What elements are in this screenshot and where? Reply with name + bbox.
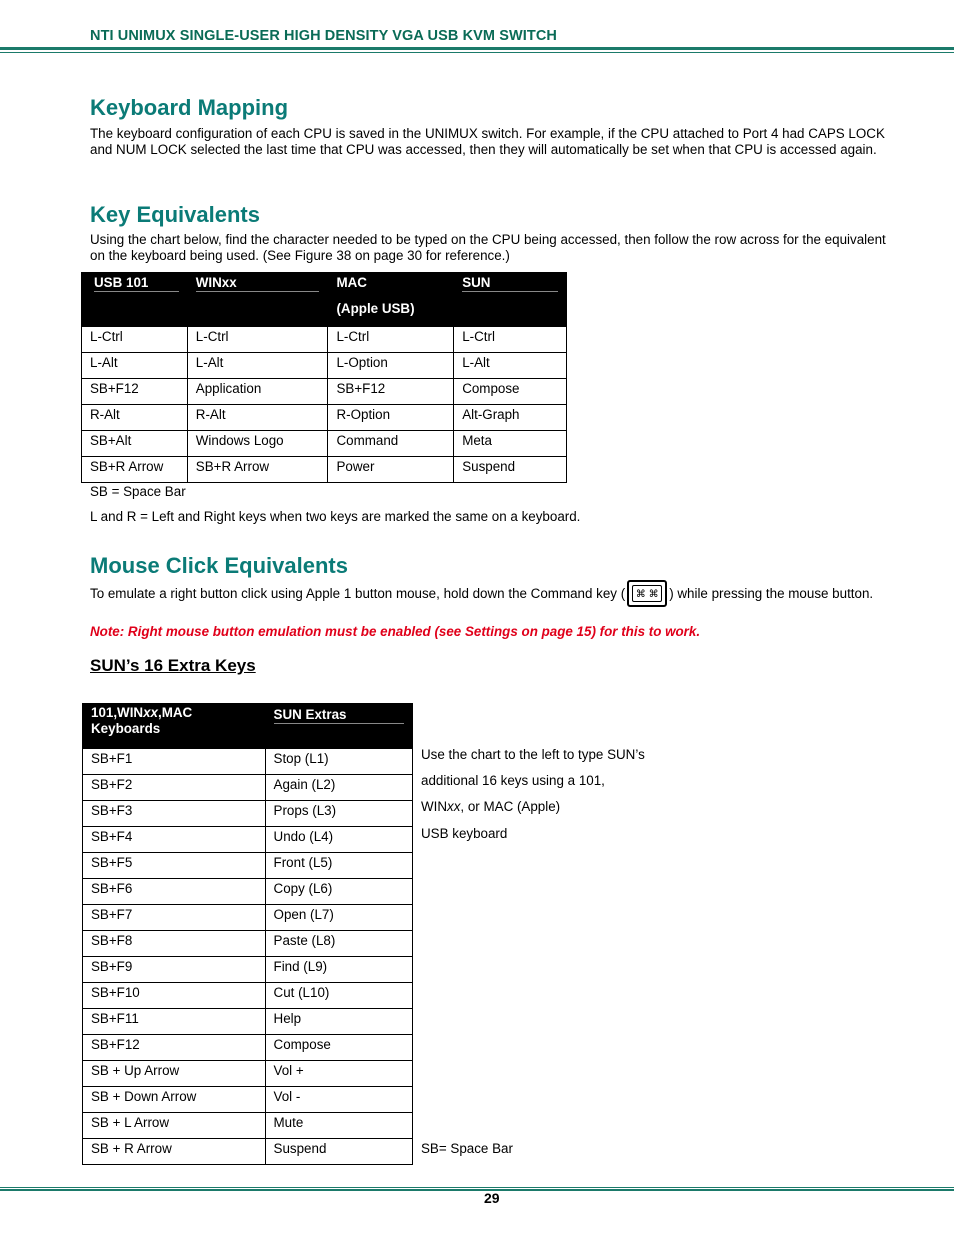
- table-cell: Compose: [454, 379, 567, 405]
- column-header-winxx: WINxx: [187, 273, 328, 327]
- sun-side-line-3: WINxx, or MAC (Apple): [421, 799, 561, 814]
- sun-side-line-2: additional 16 keys using a 101,: [421, 773, 605, 788]
- table-cell: SB+F11: [83, 1009, 266, 1035]
- sun-keys-table: [82, 703, 413, 1165]
- table-cell: SB + Up Arrow: [83, 1061, 266, 1087]
- table-row: [83, 827, 413, 853]
- table-cell: Cut (L10): [265, 983, 412, 1009]
- key-equivalents-heading: Key Equivalents: [90, 202, 260, 227]
- table-cell: L-Ctrl: [454, 327, 567, 353]
- table-cell: Copy (L6): [265, 879, 412, 905]
- table-cell: SB+Alt: [82, 431, 188, 457]
- mouse-click-text: To emulate a right button click using Apple 1 button mouse, hold down the Command key ( ⌘ ⌘ ) while pressing the mouse button.: [90, 581, 890, 608]
- table-cell: Vol +: [265, 1061, 412, 1087]
- table-cell: SB+F5: [83, 853, 266, 879]
- table-cell: Again (L2): [265, 775, 412, 801]
- header-rule: [0, 47, 954, 50]
- table-row: [83, 983, 413, 1009]
- table-row: [82, 379, 567, 405]
- table-cell: SB+F4: [83, 827, 266, 853]
- mouse-click-heading: Mouse Click Equivalents: [90, 553, 348, 578]
- table-row: [83, 853, 413, 879]
- table-cell: SB+F12: [328, 379, 454, 405]
- table-cell: L-Alt: [454, 353, 567, 379]
- table-cell: Stop (L1): [265, 749, 412, 775]
- table-cell: Command: [328, 431, 454, 457]
- table-cell: Front (L5): [265, 853, 412, 879]
- table-cell: SB+F3: [83, 801, 266, 827]
- table-cell: SB+F2: [83, 775, 266, 801]
- table-cell: Find (L9): [265, 957, 412, 983]
- table-cell: SB + Down Arrow: [83, 1087, 266, 1113]
- command-key-icon: ⌘ ⌘: [627, 580, 667, 607]
- footer-rule: [0, 1189, 954, 1191]
- sun-side-space-bar: SB= Space Bar: [421, 1141, 513, 1156]
- table-cell: Undo (L4): [265, 827, 412, 853]
- table-cell: Meta: [454, 431, 567, 457]
- table-row: [82, 431, 567, 457]
- table-row: [83, 931, 413, 957]
- table-cell: R-Option: [328, 405, 454, 431]
- table-row: [83, 957, 413, 983]
- table-cell: SB+F8: [83, 931, 266, 957]
- key-equivalents-text: Using the chart below, find the character needed to be typed on the CPU being accessed, then follow the row across for the equivalent on the keyboard being used. (See Figure 38 on page 30 for reference.): [90, 232, 886, 263]
- sun-side-line-1: Use the chart to the left to type SUN’s: [421, 747, 645, 762]
- table-row: [83, 749, 413, 775]
- sun-table-header-row: [83, 704, 413, 749]
- table-row: [83, 1061, 413, 1087]
- table-cell: Power: [328, 457, 454, 483]
- sun-keys-heading: SUN’s 16 Extra Keys: [90, 656, 256, 675]
- table-cell: SB+F6: [83, 879, 266, 905]
- table-row: [83, 1087, 413, 1113]
- table-cell: SB+F10: [83, 983, 266, 1009]
- keyboard-mapping-heading: Keyboard Mapping: [90, 95, 289, 120]
- keyboard-mapping-text: The keyboard configuration of each CPU is saved in the UNIMUX switch. For example, if the CPU attached to Port 4 had CAPS LOCK and NUM LOCK selected the last time that CPU was accessed, then they will automatically be set when that CPU is accessed again.: [90, 126, 885, 157]
- table-cell: L-Alt: [187, 353, 328, 379]
- table-row: [82, 405, 567, 431]
- page-number: 29: [484, 1190, 500, 1206]
- table-cell: Windows Logo: [187, 431, 328, 457]
- table-cell: Suspend: [265, 1139, 412, 1165]
- table-cell: L-Ctrl: [187, 327, 328, 353]
- column-header-mac: MAC (Apple USB): [328, 273, 454, 327]
- table-row: [83, 775, 413, 801]
- table-cell: Alt-Graph: [454, 405, 567, 431]
- header-rule-thin: [0, 52, 954, 53]
- table-cell: L-Alt: [82, 353, 188, 379]
- table-row: [83, 1139, 413, 1165]
- table-cell: SB+F1: [83, 749, 266, 775]
- column-header-usb101: USB 101: [82, 273, 188, 327]
- table-cell: L-Ctrl: [328, 327, 454, 353]
- key-equivalents-table: [81, 272, 567, 483]
- table-cell: SB+F12: [83, 1035, 266, 1061]
- table-cell: L-Ctrl: [82, 327, 188, 353]
- running-header: NTI UNIMUX SINGLE-USER HIGH DENSITY VGA USB KVM SWITCH: [90, 28, 558, 44]
- table-row: [83, 905, 413, 931]
- table-cell: Open (L7): [265, 905, 412, 931]
- table-row: [83, 879, 413, 905]
- table-cell: SB+F7: [83, 905, 266, 931]
- table-cell: SB+R Arrow: [82, 457, 188, 483]
- table-cell: Props (L3): [265, 801, 412, 827]
- table-cell: R-Alt: [187, 405, 328, 431]
- table-cell: Vol -: [265, 1087, 412, 1113]
- table-row: [82, 353, 567, 379]
- table-cell: SB + L Arrow: [83, 1113, 266, 1139]
- table-cell: SB+F9: [83, 957, 266, 983]
- table-cell: Suspend: [454, 457, 567, 483]
- table-cell: SB+F12: [82, 379, 188, 405]
- column-header-keyboards: 101,WINxx,MAC Keyboards: [83, 704, 266, 749]
- table-cell: Compose: [265, 1035, 412, 1061]
- table-cell: Mute: [265, 1113, 412, 1139]
- table-row: [83, 1113, 413, 1139]
- table-header-row: [82, 273, 567, 327]
- table-row: [82, 327, 567, 353]
- column-header-sun-extras: SUN Extras: [265, 704, 412, 749]
- emulation-note: Note: Right mouse button emulation must be enabled (see Settings on page 15) for this to work.: [90, 624, 701, 639]
- table-cell: SB + R Arrow: [83, 1139, 266, 1165]
- table-cell: R-Alt: [82, 405, 188, 431]
- table-cell: Application: [187, 379, 328, 405]
- table-cell: Paste (L8): [265, 931, 412, 957]
- column-header-sun: SUN: [454, 273, 567, 327]
- table-row: [83, 801, 413, 827]
- table-row: [83, 1035, 413, 1061]
- footnote-space-bar: SB = Space Bar: [90, 484, 186, 499]
- table-row: [82, 457, 567, 483]
- table-cell: SB+R Arrow: [187, 457, 328, 483]
- table-cell: L-Option: [328, 353, 454, 379]
- sun-side-line-4: USB keyboard: [421, 826, 508, 841]
- table-cell: Help: [265, 1009, 412, 1035]
- footnote-left-right: L and R = Left and Right keys when two keys are marked the same on a keyboard.: [90, 509, 581, 524]
- footer-rule-thin: [0, 1187, 954, 1188]
- table-row: [83, 1009, 413, 1035]
